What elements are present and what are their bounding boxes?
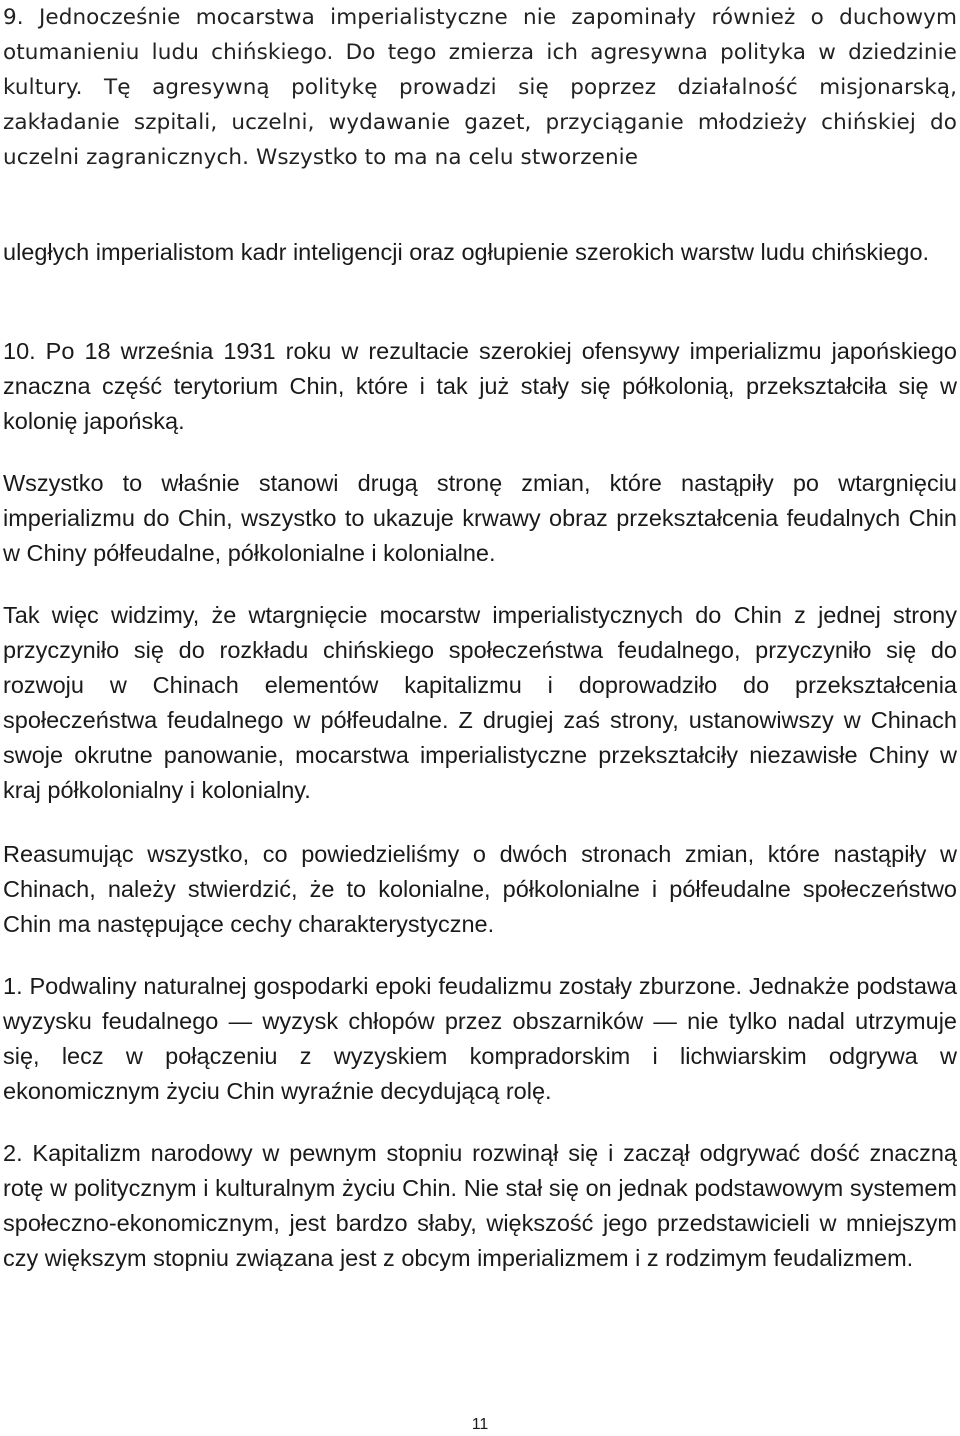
page-number: 11 bbox=[471, 1416, 489, 1433]
list-item-1: 1. Podwaliny naturalnej gospodarki epoki feudalizmu zostały zburzone. Jednakże podstawa wyzysku feudalnego — wyzysk chłopów przez obszarników — nie tylko nadal utrzymuje się, lecz w połączeniu z wyzyskiem kompradorskim i lichwiarskim odgrywa w ekonomicznym życiu Chin wyraźnie decydującą rolę. bbox=[3, 973, 957, 1104]
paragraph-9-continued: uległych imperialistom kadr inteligencji oraz ogłupienie szerokich warstw ludu chińskiego. bbox=[3, 239, 930, 265]
document-page bbox=[3, 0, 957, 1436]
paragraph-summary-changes: Wszystko to właśnie stanowi drugą stronę zmian, które nastąpiły po wtargnięciu imperializmu do Chin, wszystko to ukazuje krwawy obraz przekształcenia feudalnych Chin w Chiny półfeudalne, półkolonialne i kolonialne. bbox=[3, 470, 957, 566]
paragraph-recap: Reasumując wszystko, co powiedzieliśmy o dwóch stronach zmian, które nastąpiły w Chinach, należy stwierdzić, że to kolonialne, półkolonialne i półfeudalne społeczeństwo Chin ma następujące cechy charakterystyczne. bbox=[3, 841, 957, 937]
paragraph-9: 9. Jednocześnie mocarstwa imperialistyczne nie zapominały również o duchowym otumanieniu ludu chińskiego. Do tego zmierza ich agresywna polityka w dziedzinie kultury. Tę agresywną politykę prowadzi się poprzez działalność misjonarską, zakładanie szpitali, uczelni, wydawanie gazet, przyciąganie młodzieży chińskiej do uczelni zagranicznych. Wszystko to ma na celu stworzenie bbox=[3, 5, 957, 170]
paragraph-conclusion: Tak więc widzimy, że wtargnięcie mocarstw imperialistycznych do Chin z jednej strony przyczyniło się do rozkładu chińskiego społeczeństwa feudalnego, przyczyniło się do rozwoju w Chinach elementów kapitalizmu i doprowadziło do przekształcenia społeczeństwa feudalnego w półfeudalne. Z drugiej zaś strony, ustanowiwszy w Chinach swoje okrutne panowanie, mocarstwa imperialistyczne przekształciły niezawisłe Chiny w kraj półkolonialny i kolonialny. bbox=[3, 602, 957, 803]
paragraph-10: 10. Po 18 września 1931 roku w rezultacie szerokiej ofensywy imperializmu japońskiego znaczna część terytorium Chin, które i tak już stały się półkolonią, przekształciła się w kolonię japońską. bbox=[3, 338, 957, 434]
list-item-2: 2. Kapitalizm narodowy w pewnym stopniu rozwinął się i zaczął odgrywać dość znaczną rotę w politycznym i kulturalnym życiu Chin. Nie stał się on jednak podstawowym systemem społeczno-ekonomicznym, jest bardzo słaby, większość jego przedstawicieli w mniejszym czy większym stopniu związana jest z obcym imperializmem i z rodzimym feudalizmem. bbox=[3, 1140, 957, 1271]
